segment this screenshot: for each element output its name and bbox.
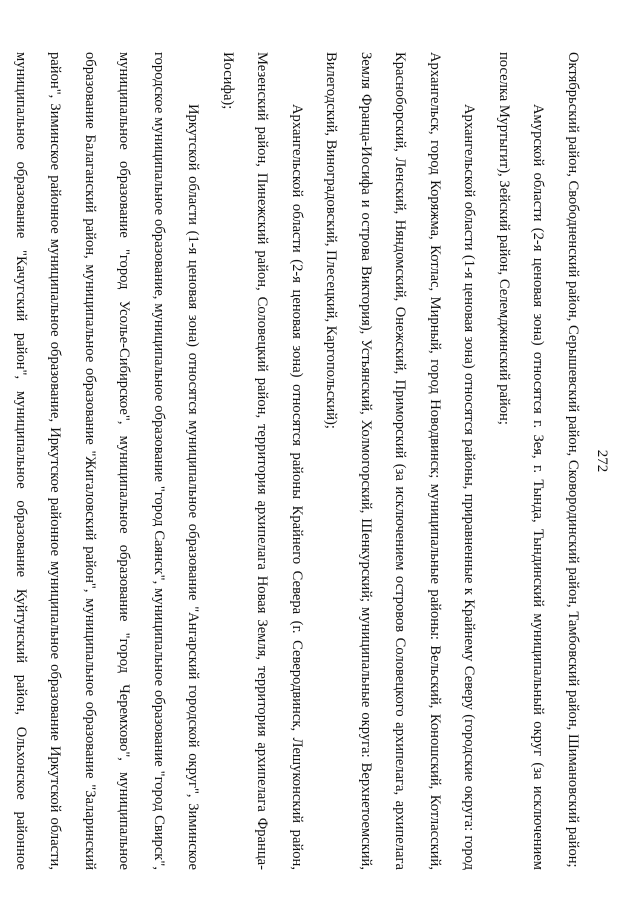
document-body <box>0 52 590 870</box>
paragraph-arkhangelsk-zone-2: Архангельской области (2-я ценовая зона) относятся районы Крайнего Севера (г. Северодвинск, Лешуконский район, Мезенский район, Пинежский район, Соловецкий район, территория архипелага Новая Земля, территория архипелага Франца-Иосифа); <box>220 52 305 870</box>
page-number: 272 <box>594 449 610 473</box>
paragraph-amur-continued: Октябрьский район, Свободненский район, Серышевский район, Сковородинский район, Тамбовский район, Шимановский район; <box>565 52 581 868</box>
paragraph-arkhangelsk-zone-1: Архангельской области (1-я ценовая зона) относятся районы, приравненные к Крайнему Северу (городские округа: город Архангельск, город Коряжма, Котлас, Мирный, город Новодвинск; муниципальные районы: Вельский, Коношский, Котласский, Красноборский, Ленский, Няндомский, Онежский, Приморский (за исключением островов Соловецкого архипелага, архипелага Земля Франца-Иосифа и острова Виктория), Устьянский, Холмогорский, Шенкурский; муниципальные округа: Верхнетоемский, Вилегодский, Виноградовский, Плесецкий, Каргопольский); <box>323 52 478 870</box>
paragraph-irkutsk-zone-1: Иркутской области (1-я ценовая зона) относятся муниципальное образование "Ангарский городской округ", Зиминское городское муниципальное образование, муниципальное образование "город Саянск", муниципальное образование "город Свирск", муниципальное образование "город Усолье-Сибирское", муниципальное образование "город Черемхово", муниципальное образование Балаганский район, муниципальное образование "Жигаловский район", муниципальное образование "Заларинский район", Зиминское районное муниципальное образование, Иркутское районное муниципальное образование Иркутской области, муниципальное образование "Качугский район", муниципальное образование Куйтунский район, Ольхонское районное <box>13 52 202 870</box>
paragraph-amur-zone-2: Амурской области (2-я ценовая зона) относятся г. Зея, г. Тында, Тындинский муниципальный округ (за исключением поселка Муртыгит), Зейский район, Селемджинский район; <box>496 52 547 870</box>
